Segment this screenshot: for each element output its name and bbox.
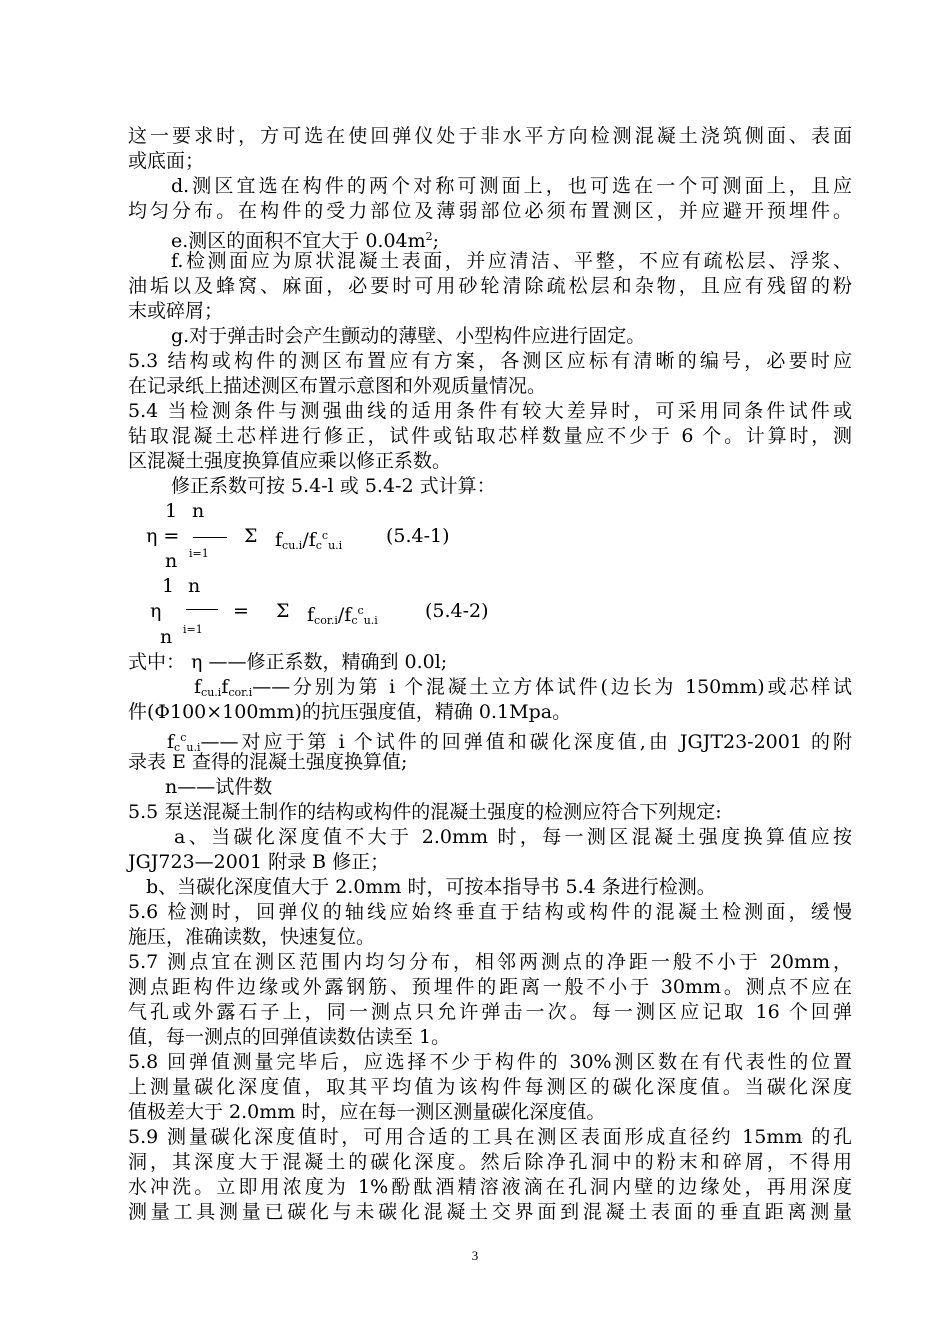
- sum-symbol: Σ: [244, 525, 258, 547]
- text-line: 或底面；: [128, 150, 205, 172]
- sum-index: i=1: [183, 623, 203, 636]
- text-line: 施压，准确读数，快速复位。: [128, 926, 376, 948]
- term-subscript: u.i: [328, 539, 343, 552]
- term-superscript: c: [357, 604, 364, 617]
- text-line: 钻取混凝土芯样进行修正，试件或钻取芯样数量应不少于 6 个。计算时，测: [128, 425, 852, 447]
- term-f: f: [275, 529, 283, 551]
- term-slash: /f: [302, 529, 316, 551]
- text-line: 值，每一测点的回弹值读数估读至 1。: [128, 1026, 451, 1048]
- formula-label: (5.4-2): [425, 600, 489, 622]
- page-number: 3: [471, 1248, 479, 1263]
- text-line: f.检测面应为原状混凝土表面，并应清洁、平整，不应有疏松层、浮浆、: [171, 250, 852, 272]
- formula-numerator: 1: [165, 500, 178, 522]
- text-line: g.对于弹击时会产生颤动的薄壁、小型构件应进行固定。: [171, 325, 646, 347]
- text-line: 水冲洗。立即用浓度为 1%酚酞酒精溶液滴在孔洞内壁的边缘处，再用深度: [128, 1176, 852, 1198]
- text-line: 5.3 结构或构件的测区布置应有方案，各测区应标有清晰的编号，必要时应: [128, 350, 852, 372]
- formula-equals: =: [233, 600, 249, 622]
- symbol-f: f: [221, 676, 229, 698]
- text-line: 洞，其深度大于混凝土的碳化深度。然后除净孔洞中的粉末和碎屑，不得用: [128, 1151, 852, 1173]
- area-tail: ;: [432, 230, 440, 252]
- text-line: 5.6 检测时，回弹仪的轴线应始终垂直于结构或构件的混凝土检测面，缓慢: [128, 901, 852, 923]
- text-line: 上测量碳化深度值，取其平均值为该构件每测区的碳化深度值。当碳化深度: [128, 1076, 852, 1098]
- area-text: e.测区的面积不宜大于 0.04m: [171, 230, 426, 252]
- symbol-f: f: [194, 676, 202, 698]
- symbol-superscript: c: [180, 731, 187, 744]
- formula-label: (5.4-1): [386, 525, 450, 547]
- text-line: 5.5 泵送混凝土制作的结构或构件的混凝土强度的检测应符合下列规定:: [128, 801, 722, 823]
- term-superscript: c: [321, 529, 329, 542]
- text-line: 末或碎屑；: [128, 300, 224, 322]
- symbol-subscript: cu.i: [201, 686, 222, 699]
- formula-term: [275, 525, 342, 557]
- term-subscript: c: [351, 614, 358, 627]
- term-subscript: u.i: [363, 614, 378, 627]
- formula-term: [307, 600, 378, 632]
- text-line: 修正系数可按 5.4-l 或 5.4-2 式计算：: [171, 475, 496, 497]
- formula-numerator: 1: [162, 575, 175, 597]
- where-text: ——对应于第 i 个试件的回弹值和碳化深度值,由 JGJT23-2001 的附: [200, 731, 852, 753]
- formula-eta: η =: [146, 525, 180, 547]
- formula-denominator: n: [160, 626, 173, 648]
- text-line: 测点距构件边缘或外露钢筋、预埋件的距离一般不小于 30mm。测点不应在: [128, 976, 852, 998]
- term-subscript: cor.i: [314, 614, 338, 627]
- sum-index: i=1: [189, 547, 209, 560]
- text-line: 这一要求时，方可选在使回弹仪处于非水平方向检测混凝土浇筑侧面、表面: [128, 125, 852, 147]
- where-line: 式中： η ——修正系数，精确到 0.0l;: [128, 651, 448, 673]
- text-line: d.测区宜选在构件的两个对称可测面上，也可选在一个可测面上，且应: [171, 175, 852, 197]
- symbol-subscript: cor.i: [228, 686, 253, 699]
- term-subscript: cu.i: [282, 539, 303, 552]
- text-line: 5.7 测点宜在测区范围内均匀分布，相邻两测点的净距一般不小于 20mm，: [128, 951, 852, 973]
- text-line: 值极差大于 2.0mm 时，应在每一测区测量碳化深度值。: [128, 1101, 606, 1123]
- formula-sum-upper: n: [188, 575, 201, 597]
- text-line: 录表 E 查得的混凝土强度换算值;: [128, 751, 408, 773]
- text-line: 件(Φ100×100mm)的抗压强度值，精确 0.1Mpa。: [128, 701, 572, 723]
- area-superscript: 2: [425, 230, 433, 243]
- fraction-bar: [193, 537, 227, 538]
- text-line: a、当碳化深度值不大于 2.0mm 时，每一测区混凝土强度换算值应按: [174, 826, 852, 848]
- text-line: b、当碳化深度值大于 2.0mm 时，可按本指导书 5.4 条进行检测。: [146, 876, 716, 898]
- formula-sum-upper: n: [192, 500, 205, 522]
- text-line: n——试件数: [165, 776, 273, 798]
- symbol-subscript: c: [174, 741, 181, 754]
- text-line: JGJ723—2001 附录 B 修正；: [128, 851, 390, 873]
- term-slash: /f: [337, 604, 352, 626]
- term-f: f: [307, 604, 315, 626]
- text-line: 气孔或外露石子上，同一测点只允许弹击一次。每一测区应记取 16 个回弹: [128, 1001, 852, 1023]
- term-subscript: c: [315, 539, 322, 552]
- text-line: 5.8 回弹值测量完毕后，应选择不少于构件的 30%测区数在有代表性的位置: [128, 1051, 852, 1073]
- symbol-subscript: u.i: [186, 741, 201, 754]
- text-line: 油垢以及蜂窝、麻面，必要时可用砂轮清除疏松层和杂物，且应有残留的粉: [128, 275, 852, 297]
- text-line: 在记录纸上描述测区布置示意图和外观质量情况。: [128, 375, 547, 397]
- text-line: 测量工具测量已碳化与未碳化混凝土交界面到混凝土表面的垂直距离测量: [128, 1201, 852, 1223]
- text-line: 5.4 当检测条件与测强曲线的适用条件有较大差异时，可采用同条件试件或: [128, 400, 852, 422]
- fraction-bar: [186, 609, 218, 610]
- text-line: 区混凝土强度换算值应乘以修正系数。: [128, 450, 452, 472]
- formula-denominator: n: [165, 550, 178, 572]
- sum-symbol: Σ: [276, 600, 290, 622]
- formula-eta: η: [150, 600, 162, 622]
- text-line: 5.9 测量碳化深度值时，可用合适的工具在测区表面形成直径约 15mm 的孔: [128, 1126, 852, 1148]
- where-text: ——分别为第 i 个混凝土立方体试件(边长为 150mm)或芯样试: [252, 676, 852, 698]
- text-line: 均匀分布。在构件的受力部位及薄弱部位必须布置测区，并应避开预埋件。: [128, 200, 852, 222]
- symbol-f: f: [167, 731, 175, 753]
